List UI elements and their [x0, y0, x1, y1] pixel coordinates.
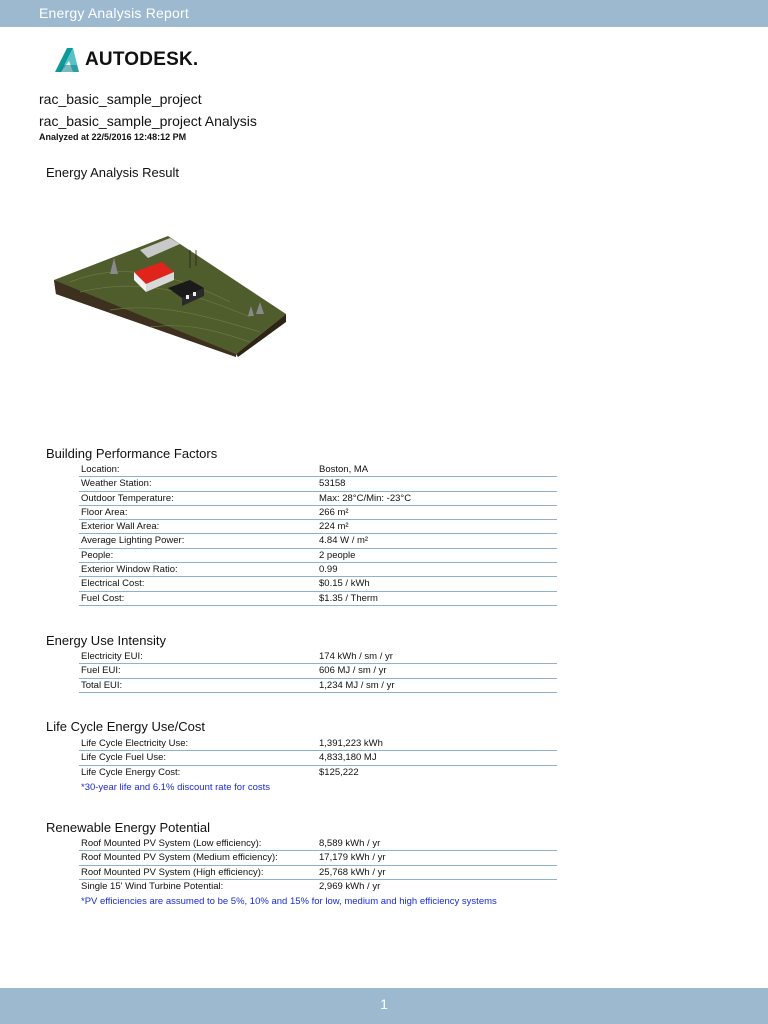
table-row [79, 650, 557, 664]
life-cycle-note: *30-year life and 6.1% discount rate for costs [81, 782, 271, 793]
building-model-image [50, 232, 290, 357]
renewable-energy-note: *PV efficiencies are assumed to be 5%, 10% and 15% for low, medium and high efficiency systems [81, 896, 497, 907]
renewable-energy-heading: Renewable Energy Potential [46, 820, 211, 835]
renewable-energy-table [79, 837, 557, 894]
analysis-title: rac_basic_sample_project Analysis [39, 113, 257, 129]
row-value: 4.84 W / m² [319, 535, 369, 547]
row-label: Roof Mounted PV System (Medium efficiency): [81, 852, 278, 864]
energy-analysis-result-heading: Energy Analysis Result [46, 165, 179, 180]
table-row [79, 737, 557, 751]
table-row [79, 563, 557, 577]
brand-name: AUTODESK. [85, 49, 199, 70]
row-value: 8,589 kWh / yr [319, 838, 381, 849]
row-value: 174 kWh / sm / yr [319, 651, 393, 662]
row-value: $0.15 / kWh [319, 578, 370, 590]
report-title: Energy Analysis Report [39, 5, 189, 21]
autodesk-logo [53, 46, 223, 74]
row-value: 266 m² [319, 506, 349, 518]
table-row [79, 520, 557, 534]
analysis-timestamp: Analyzed at 22/5/2016 12:48:12 PM [39, 132, 187, 142]
table-row [79, 549, 557, 563]
table-row [79, 679, 557, 693]
row-value: Max: 28°C/Min: -23°C [319, 492, 412, 504]
table-row [79, 506, 557, 520]
row-label: People: [81, 549, 114, 561]
table-row [79, 664, 557, 678]
table-row [79, 837, 557, 851]
row-label: Life Cycle Energy Cost: [81, 766, 181, 778]
row-label: Weather Station: [81, 478, 152, 490]
building-performance-heading: Building Performance Factors [46, 446, 218, 461]
table-row [79, 534, 557, 548]
row-label: Life Cycle Fuel Use: [81, 752, 167, 764]
report-footer-bar [0, 988, 768, 1024]
table-row [79, 592, 557, 606]
life-cycle-heading: Life Cycle Energy Use/Cost [46, 719, 205, 734]
row-value: $125,222 [319, 766, 359, 778]
table-row [79, 492, 557, 506]
row-label: Exterior Wall Area: [81, 521, 160, 533]
row-label: Total EUI: [81, 679, 123, 691]
project-name: rac_basic_sample_project [39, 91, 202, 107]
report-header-bar [0, 0, 768, 27]
row-value: 224 m² [319, 521, 349, 533]
row-label: Electricity EUI: [81, 651, 143, 662]
energy-use-intensity-table [79, 650, 557, 693]
row-value: 17,179 kWh / yr [319, 852, 386, 864]
row-label: Average Lighting Power: [81, 535, 185, 547]
row-label: Roof Mounted PV System (Low efficiency): [81, 838, 262, 849]
table-row [79, 851, 557, 865]
row-value: Boston, MA [319, 464, 369, 475]
life-cycle-table [79, 737, 557, 780]
building-performance-table [79, 463, 557, 606]
energy-use-intensity-heading: Energy Use Intensity [46, 633, 166, 648]
row-label: Fuel EUI: [81, 665, 121, 677]
page-number: 1 [380, 996, 388, 1012]
row-value: 53158 [319, 478, 346, 490]
row-value: 2,969 kWh / yr [319, 880, 381, 892]
row-value: 606 MJ / sm / yr [319, 665, 387, 677]
row-label: Single 15' Wind Turbine Potential: [81, 880, 224, 892]
table-row [79, 477, 557, 491]
row-value: 1,234 MJ / sm / yr [319, 679, 395, 691]
row-label: Floor Area: [81, 506, 128, 518]
row-value: $1.35 / Therm [319, 592, 378, 604]
table-row [79, 766, 557, 780]
table-row [79, 751, 557, 765]
row-value: 4,833,180 MJ [319, 752, 377, 764]
row-label: Location: [81, 464, 120, 475]
row-label: Roof Mounted PV System (High efficiency): [81, 866, 264, 878]
row-value: 1,391,223 kWh [319, 738, 383, 749]
table-row [79, 880, 557, 894]
row-label: Electrical Cost: [81, 578, 145, 590]
row-value: 2 people [319, 549, 356, 561]
table-row [79, 577, 557, 591]
table-row [79, 463, 557, 477]
row-label: Fuel Cost: [81, 592, 125, 604]
autodesk-logo-icon [53, 46, 81, 73]
row-label: Exterior Window Ratio: [81, 564, 178, 576]
table-row [79, 866, 557, 880]
row-value: 25,768 kWh / yr [319, 866, 386, 878]
row-label: Outdoor Temperature: [81, 492, 174, 504]
row-value: 0.99 [319, 564, 338, 576]
row-label: Life Cycle Electricity Use: [81, 738, 189, 749]
